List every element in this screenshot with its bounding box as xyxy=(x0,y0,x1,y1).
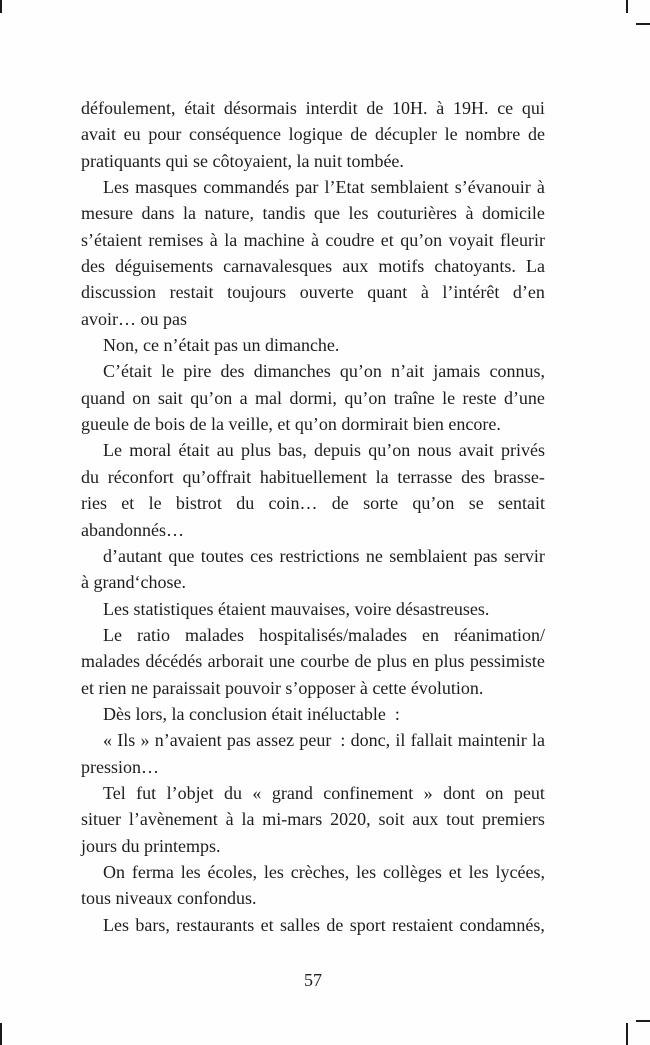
text-line: des déguisements carnavalesques aux motifs chatoyants. La xyxy=(81,256,545,277)
text-line: situer l’avènement à la mi-mars 2020, soit aux tout premiers xyxy=(81,809,545,830)
text-line: défoulement, était désormais interdit de 10H. à 19H. ce qui xyxy=(81,98,545,118)
text-line: d’autant que toutes ces restrictions ne semblaient pas servir xyxy=(103,545,545,566)
text-line: tous niveaux confondus. xyxy=(81,888,257,909)
text-line: malades décédés arborait une courbe de plus en plus pessimiste xyxy=(81,651,545,672)
text-line: abandonnés… xyxy=(81,519,184,540)
text-line: Tel fut l’objet du « grand confinement » dont on peut xyxy=(103,782,545,803)
text-line: « Ils » n’avaient pas assez peur : donc, il fallait maintenir la xyxy=(103,730,545,751)
text-line: ries et le bistrot du coin… de sorte qu’on se sentait xyxy=(81,493,545,514)
text-line: quand on sait qu’on a mal dormi, qu’on traîne le reste d’une xyxy=(81,387,545,408)
text-line: jours du printemps. xyxy=(81,835,221,856)
text-line: pratiquants qui se côtoyaient, la nuit tombée. xyxy=(81,150,404,171)
crop-mark-bottom-left-vertical xyxy=(0,1023,2,1045)
text-line: s’étaient remises à la machine à coudre et qu’on voyait fleurir xyxy=(81,229,545,250)
text-line: mesure dans la nature, tandis que les couturières à domicile xyxy=(81,203,545,224)
text-line: On ferma les écoles, les crèches, les collèges et les lycées, xyxy=(103,861,545,882)
text-line: Les bars, restaurants et salles de sport restaient condamnés, xyxy=(103,914,545,935)
text-line: avait eu pour conséquence logique de décupler le nombre de xyxy=(81,124,545,145)
page-number: 57 xyxy=(304,970,322,990)
text-line: pression… xyxy=(81,756,159,777)
crop-mark-bottom-right-horizontal xyxy=(636,1020,650,1022)
text-line: à grand‘chose. xyxy=(81,572,186,593)
crop-mark-bottom-right-vertical xyxy=(626,1023,628,1045)
text-line: Les masques commandés par l’Etat semblaient s’évanouir à xyxy=(103,177,545,198)
text-line: Le moral était au plus bas, depuis qu’on nous avait privés xyxy=(103,440,545,461)
text-line: Dès lors, la conclusion était inéluctable : xyxy=(103,703,400,724)
text-line: Le ratio malades hospitalisés/malades en réanimation/ xyxy=(103,624,545,645)
crop-mark-top-right-vertical xyxy=(626,0,628,13)
text-line: Les statistiques étaient mauvaises, voire désastreuses. xyxy=(103,598,490,619)
text-line: du réconfort qu’offrait habituellement la terrasse des brasse- xyxy=(81,466,545,487)
text-line: C’était le pire des dimanches qu’on n’ait jamais connus, xyxy=(103,361,545,382)
page-body-text xyxy=(81,95,545,938)
text-line: discussion restait toujours ouverte quant à l’intérêt d’en xyxy=(81,282,545,303)
text-line: avoir… ou pas xyxy=(81,308,187,329)
text-line: gueule de bois de la veille, et qu’on dormirait bien encore. xyxy=(81,414,501,435)
text-line: Non, ce n’était pas un dimanche. xyxy=(103,335,340,356)
text-line: et rien ne paraissait pouvoir s’opposer à cette évolution. xyxy=(81,677,484,698)
crop-mark-top-left-vertical xyxy=(0,0,2,13)
crop-mark-top-right-horizontal xyxy=(636,23,650,25)
